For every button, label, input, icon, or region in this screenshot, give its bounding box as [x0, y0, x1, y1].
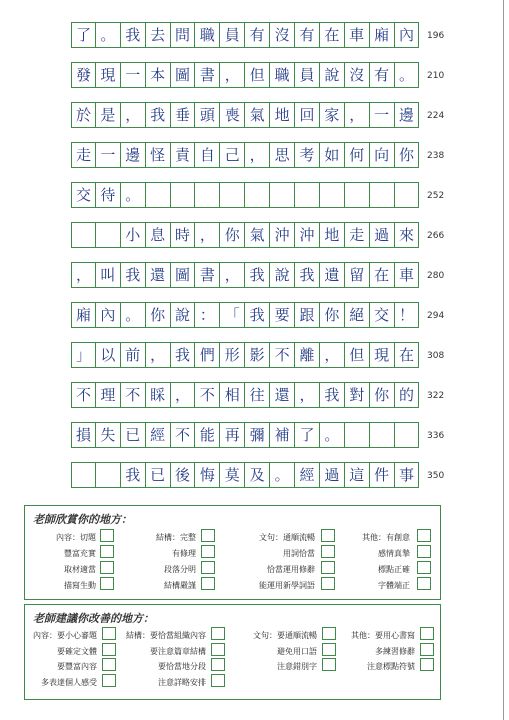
- grid-cell: 自: [195, 142, 220, 168]
- improve-checkbox[interactable]: [211, 627, 225, 640]
- grid-cell: 圖: [171, 62, 196, 88]
- praise-option-label: 結構嚴謹: [164, 581, 196, 590]
- praise-option-label: 段落分明: [164, 565, 196, 574]
- grid-row: [71, 102, 420, 128]
- row-count-label: 350: [427, 471, 445, 481]
- grid-cell: 要: [270, 302, 295, 328]
- grid-cell: 影: [245, 342, 270, 368]
- praise-checkbox[interactable]: [321, 529, 335, 542]
- grid-cell: 的: [395, 382, 420, 408]
- grid-cell: 相: [220, 382, 245, 408]
- grid-cell: 車: [395, 262, 420, 288]
- praise-checkbox[interactable]: [100, 545, 114, 558]
- praise-checkbox[interactable]: [201, 529, 215, 542]
- grid-cell: 有: [245, 22, 270, 48]
- grid-cell: 廂: [370, 22, 395, 48]
- grid-cell: [295, 182, 320, 208]
- praise-checkbox[interactable]: [417, 545, 431, 558]
- improve-checkbox[interactable]: [420, 627, 434, 640]
- grid-cell: 息: [146, 222, 171, 248]
- grid-cell: 地: [270, 102, 295, 128]
- praise-option-label: 感情真摯: [378, 549, 410, 558]
- grid-cell: ，: [245, 142, 270, 168]
- grid-cell: 發: [71, 62, 96, 88]
- grid-cell: [345, 182, 370, 208]
- grid-row: [71, 342, 420, 368]
- grid-cell: 說: [171, 302, 196, 328]
- row-count-label: 280: [427, 271, 445, 281]
- praise-checkbox[interactable]: [321, 561, 335, 574]
- grid-cell: 補: [270, 422, 295, 448]
- grid-cell: 我: [245, 302, 270, 328]
- grid-cell: 了: [71, 22, 96, 48]
- grid-cell: 對: [345, 382, 370, 408]
- praise-checkbox[interactable]: [321, 577, 335, 590]
- grid-cell: 職: [195, 22, 220, 48]
- praise-checkbox[interactable]: [417, 577, 431, 590]
- row-count-label: 224: [427, 111, 445, 121]
- grid-cell: ，: [345, 102, 370, 128]
- improve-checkbox[interactable]: [102, 674, 116, 687]
- praise-option-label: 有條理: [172, 549, 196, 558]
- improve-option-label: 避免用口語: [277, 646, 317, 656]
- grid-cell: 在: [395, 342, 420, 368]
- grid-cell: 這: [345, 462, 370, 488]
- grid-cell: ，: [71, 262, 96, 288]
- grid-cell: [370, 182, 395, 208]
- grid-cell: 往: [245, 382, 270, 408]
- praise-title: 老師欣賞你的地方：: [33, 513, 132, 526]
- grid-cell: 是: [96, 102, 121, 128]
- grid-cell: 我: [295, 262, 320, 288]
- grid-cell: 地: [320, 222, 345, 248]
- grid-cell: 不: [171, 422, 196, 448]
- praise-checkbox[interactable]: [417, 529, 431, 542]
- grid-cell: 。: [270, 462, 295, 488]
- grid-cell: [171, 182, 196, 208]
- grid-cell: 你: [220, 222, 245, 248]
- grid-cell: [96, 462, 121, 488]
- improve-option-label: 文句：要通順流暢: [253, 631, 317, 640]
- grid-cell: ，: [121, 102, 146, 128]
- praise-checkbox[interactable]: [321, 545, 335, 558]
- grid-cell: 跟: [295, 302, 320, 328]
- row-count-label: 252: [427, 191, 445, 201]
- grid-cell: 經: [146, 422, 171, 448]
- improve-option-label: 注意詳略安排: [158, 677, 206, 687]
- grid-cell: 失: [96, 422, 121, 448]
- grid-cell: 來: [395, 222, 420, 248]
- grid-cell: 考: [295, 142, 320, 168]
- improve-checkbox[interactable]: [322, 643, 336, 656]
- improve-checkbox[interactable]: [211, 674, 225, 687]
- grid-cell: 莫: [220, 462, 245, 488]
- grid-row: [71, 142, 420, 168]
- grid-cell: 。: [320, 422, 345, 448]
- improve-panel: [24, 604, 441, 700]
- grid-cell: 悔: [195, 462, 220, 488]
- grid-cell: ！: [395, 302, 420, 328]
- grid-cell: 一: [96, 142, 121, 168]
- grid-cell: [270, 182, 295, 208]
- grid-cell: 交: [370, 302, 395, 328]
- grid-cell: 但: [245, 62, 270, 88]
- page-edge-line: [503, 0, 504, 720]
- grid-cell: 沒: [345, 62, 370, 88]
- grid-cell: 如: [320, 142, 345, 168]
- grid-cell: 說: [270, 262, 295, 288]
- praise-checkbox[interactable]: [100, 577, 114, 590]
- grid-cell: 我: [121, 22, 146, 48]
- grid-cell: [395, 422, 420, 448]
- grid-cell: 思: [270, 142, 295, 168]
- grid-cell: 我: [121, 262, 146, 288]
- grid-cell: 件: [370, 462, 395, 488]
- row-count-label: 196: [427, 31, 445, 41]
- grid-cell: 後: [171, 462, 196, 488]
- grid-row: [71, 22, 420, 48]
- grid-cell: 還: [270, 382, 295, 408]
- grid-cell: 走: [71, 142, 96, 168]
- grid-cell: ，: [295, 382, 320, 408]
- praise-checkbox[interactable]: [100, 529, 114, 542]
- improve-option-label: 要確定文體: [57, 646, 97, 656]
- improve-checkbox[interactable]: [102, 658, 116, 671]
- grid-cell: 。: [96, 22, 121, 48]
- grid-cell: [345, 422, 370, 448]
- grid-cell: 一: [121, 62, 146, 88]
- grid-cell: 去: [146, 22, 171, 48]
- grid-cell: 留: [345, 262, 370, 288]
- grid-cell: 有: [295, 22, 320, 48]
- grid-cell: 再: [220, 422, 245, 448]
- grid-cell: 。: [121, 182, 146, 208]
- grid-cell: 。: [395, 62, 420, 88]
- praise-panel: [24, 505, 441, 600]
- praise-checkbox[interactable]: [201, 561, 215, 574]
- grid-cell: [146, 182, 171, 208]
- improve-option-label: 多表達個人感受: [41, 677, 97, 687]
- grid-cell: [71, 462, 96, 488]
- grid-cell: 內: [395, 22, 420, 48]
- grid-cell: 時: [171, 222, 196, 248]
- grid-cell: 回: [295, 102, 320, 128]
- grid-row: [71, 222, 420, 248]
- grid-cell: 交: [71, 182, 96, 208]
- grid-cell: 員: [220, 22, 245, 48]
- grid-cell: 已: [121, 422, 146, 448]
- grid-cell: 本: [146, 62, 171, 88]
- grid-cell: 了: [295, 422, 320, 448]
- grid-cell: 小: [121, 222, 146, 248]
- grid-cell: [320, 182, 345, 208]
- grid-cell: 廂: [71, 302, 96, 328]
- grid-cell: [370, 422, 395, 448]
- grid-cell: 車: [345, 22, 370, 48]
- grid-cell: 你: [395, 142, 420, 168]
- grid-cell: 說: [320, 62, 345, 88]
- grid-cell: 「: [220, 302, 245, 328]
- grid-cell: 。: [121, 302, 146, 328]
- grid-cell: 你: [146, 302, 171, 328]
- improve-option-label: 內容：要小心審題: [33, 631, 97, 640]
- grid-cell: 喪: [220, 102, 245, 128]
- grid-cell: 在: [320, 22, 345, 48]
- grid-cell: 叫: [96, 262, 121, 288]
- grid-cell: 還: [146, 262, 171, 288]
- grid-cell: 以: [96, 342, 121, 368]
- grid-cell: [96, 222, 121, 248]
- grid-cell: 及: [245, 462, 270, 488]
- grid-row: [71, 262, 420, 288]
- improve-option-label: 要注意篇章結構: [150, 646, 206, 656]
- grid-cell: [220, 182, 245, 208]
- row-count-label: 210: [427, 71, 445, 81]
- praise-checkbox[interactable]: [417, 561, 431, 574]
- grid-cell: 前: [121, 342, 146, 368]
- grid-cell: ，: [146, 342, 171, 368]
- grid-cell: 但: [345, 342, 370, 368]
- grid-cell: 現: [370, 342, 395, 368]
- grid-cell: 不: [270, 342, 295, 368]
- grid-cell: 過: [320, 462, 345, 488]
- praise-checkbox[interactable]: [201, 545, 215, 558]
- grid-cell: 家: [320, 102, 345, 128]
- improve-checkbox[interactable]: [322, 627, 336, 640]
- grid-cell: 問: [171, 22, 196, 48]
- grid-row: [71, 422, 420, 448]
- grid-cell: 我: [245, 262, 270, 288]
- grid-cell: 不: [121, 382, 146, 408]
- improve-option-label: 要恰當地分段: [158, 662, 206, 671]
- row-count-label: 322: [427, 391, 445, 401]
- grid-cell: 彌: [245, 422, 270, 448]
- improve-option-label: 注意標點符號: [367, 662, 415, 671]
- grid-cell: 我: [320, 382, 345, 408]
- grid-cell: 一: [370, 102, 395, 128]
- improve-option-label: 注意錯別字: [277, 662, 317, 671]
- grid-cell: ：: [195, 302, 220, 328]
- grid-cell: 形: [220, 342, 245, 368]
- grid-cell: 損: [71, 422, 96, 448]
- grid-cell: 待: [96, 182, 121, 208]
- praise-option-label: 其他：有創意: [362, 533, 410, 542]
- grid-cell: 離: [295, 342, 320, 368]
- grid-cell: 己: [220, 142, 245, 168]
- praise-option-label: 用詞恰當: [283, 549, 315, 558]
- row-count-label: 266: [427, 231, 445, 241]
- praise-option-label: 取材適當: [64, 565, 96, 574]
- grid-cell: 氣: [245, 222, 270, 248]
- grid-cell: 理: [96, 382, 121, 408]
- grid-cell: 員: [295, 62, 320, 88]
- grid-cell: 於: [71, 102, 96, 128]
- grid-cell: 我: [121, 462, 146, 488]
- grid-cell: 在: [370, 262, 395, 288]
- grid-cell: ，: [171, 382, 196, 408]
- grid-cell: 你: [370, 382, 395, 408]
- praise-option-label: 豐富充實: [64, 549, 96, 558]
- grid-row: [71, 62, 420, 88]
- grid-cell: 經: [295, 462, 320, 488]
- grid-row: [71, 182, 420, 208]
- grid-cell: 不: [71, 382, 96, 408]
- grid-cell: 沖: [270, 222, 295, 248]
- grid-cell: 絕: [345, 302, 370, 328]
- grid-cell: 睬: [146, 382, 171, 408]
- improve-title: 老師建議你改善的地方：: [33, 612, 154, 625]
- grid-cell: 過: [370, 222, 395, 248]
- grid-row: [71, 302, 420, 328]
- improve-checkbox[interactable]: [322, 658, 336, 671]
- praise-option-label: 恰當運用修辭: [267, 565, 315, 574]
- grid-cell: 走: [345, 222, 370, 248]
- praise-option-label: 文句：通順流暢: [259, 533, 315, 542]
- grid-cell: 邊: [395, 102, 420, 128]
- row-count-label: 336: [427, 431, 445, 441]
- row-count-label: 238: [427, 151, 445, 161]
- grid-cell: 事: [395, 462, 420, 488]
- grid-cell: [395, 182, 420, 208]
- grid-cell: 職: [270, 62, 295, 88]
- grid-cell: 我: [146, 102, 171, 128]
- improve-checkbox[interactable]: [102, 627, 116, 640]
- grid-cell: 你: [320, 302, 345, 328]
- grid-cell: 氣: [245, 102, 270, 128]
- grid-cell: 內: [96, 302, 121, 328]
- grid-cell: 沖: [295, 222, 320, 248]
- grid-cell: 現: [96, 62, 121, 88]
- grid-cell: 垂: [171, 102, 196, 128]
- grid-cell: 何: [345, 142, 370, 168]
- praise-option-label: 描寫生動: [64, 581, 96, 590]
- improve-option-label: 結構：要恰當組織內容: [126, 631, 206, 640]
- grid-cell: 責: [171, 142, 196, 168]
- grid-cell: 邊: [121, 142, 146, 168]
- praise-option-label: 字體端正: [378, 581, 410, 590]
- praise-option-label: 標點正確: [378, 565, 410, 574]
- grid-cell: 沒: [270, 22, 295, 48]
- improve-checkbox[interactable]: [211, 643, 225, 656]
- improve-checkbox[interactable]: [420, 658, 434, 671]
- grid-cell: [71, 222, 96, 248]
- row-count-label: 294: [427, 311, 445, 321]
- grid-row: [71, 382, 420, 408]
- praise-option-label: 能運用新學詞語: [259, 581, 315, 590]
- grid-cell: ，: [320, 342, 345, 368]
- grid-cell: [245, 182, 270, 208]
- grid-row: [71, 462, 420, 488]
- grid-cell: 書: [195, 62, 220, 88]
- grid-cell: 遺: [320, 262, 345, 288]
- improve-option-label: 要豐富內容: [57, 662, 97, 671]
- improve-option-label: 多練習修辭: [375, 646, 415, 656]
- praise-checkbox[interactable]: [100, 561, 114, 574]
- improve-checkbox[interactable]: [102, 643, 116, 656]
- grid-cell: 怪: [146, 142, 171, 168]
- grid-cell: 已: [146, 462, 171, 488]
- praise-option-label: 內容：切題: [56, 533, 96, 542]
- grid-cell: 不: [195, 382, 220, 408]
- grid-cell: 們: [195, 342, 220, 368]
- grid-cell: 書: [195, 262, 220, 288]
- grid-cell: 」: [71, 342, 96, 368]
- improve-checkbox[interactable]: [420, 643, 434, 656]
- grid-cell: 頭: [195, 102, 220, 128]
- grid-cell: 圖: [171, 262, 196, 288]
- grid-cell: 我: [171, 342, 196, 368]
- grid-cell: ，: [220, 262, 245, 288]
- grid-cell: ，: [195, 222, 220, 248]
- improve-option-label: 其他：要用心書寫: [351, 631, 415, 640]
- grid-cell: 能: [195, 422, 220, 448]
- row-count-label: 308: [427, 351, 445, 361]
- praise-checkbox[interactable]: [201, 577, 215, 590]
- grid-cell: 向: [370, 142, 395, 168]
- praise-option-label: 結構：完整: [156, 533, 196, 542]
- grid-cell: ，: [220, 62, 245, 88]
- grid-cell: 有: [370, 62, 395, 88]
- grid-cell: [195, 182, 220, 208]
- improve-checkbox[interactable]: [211, 658, 225, 671]
